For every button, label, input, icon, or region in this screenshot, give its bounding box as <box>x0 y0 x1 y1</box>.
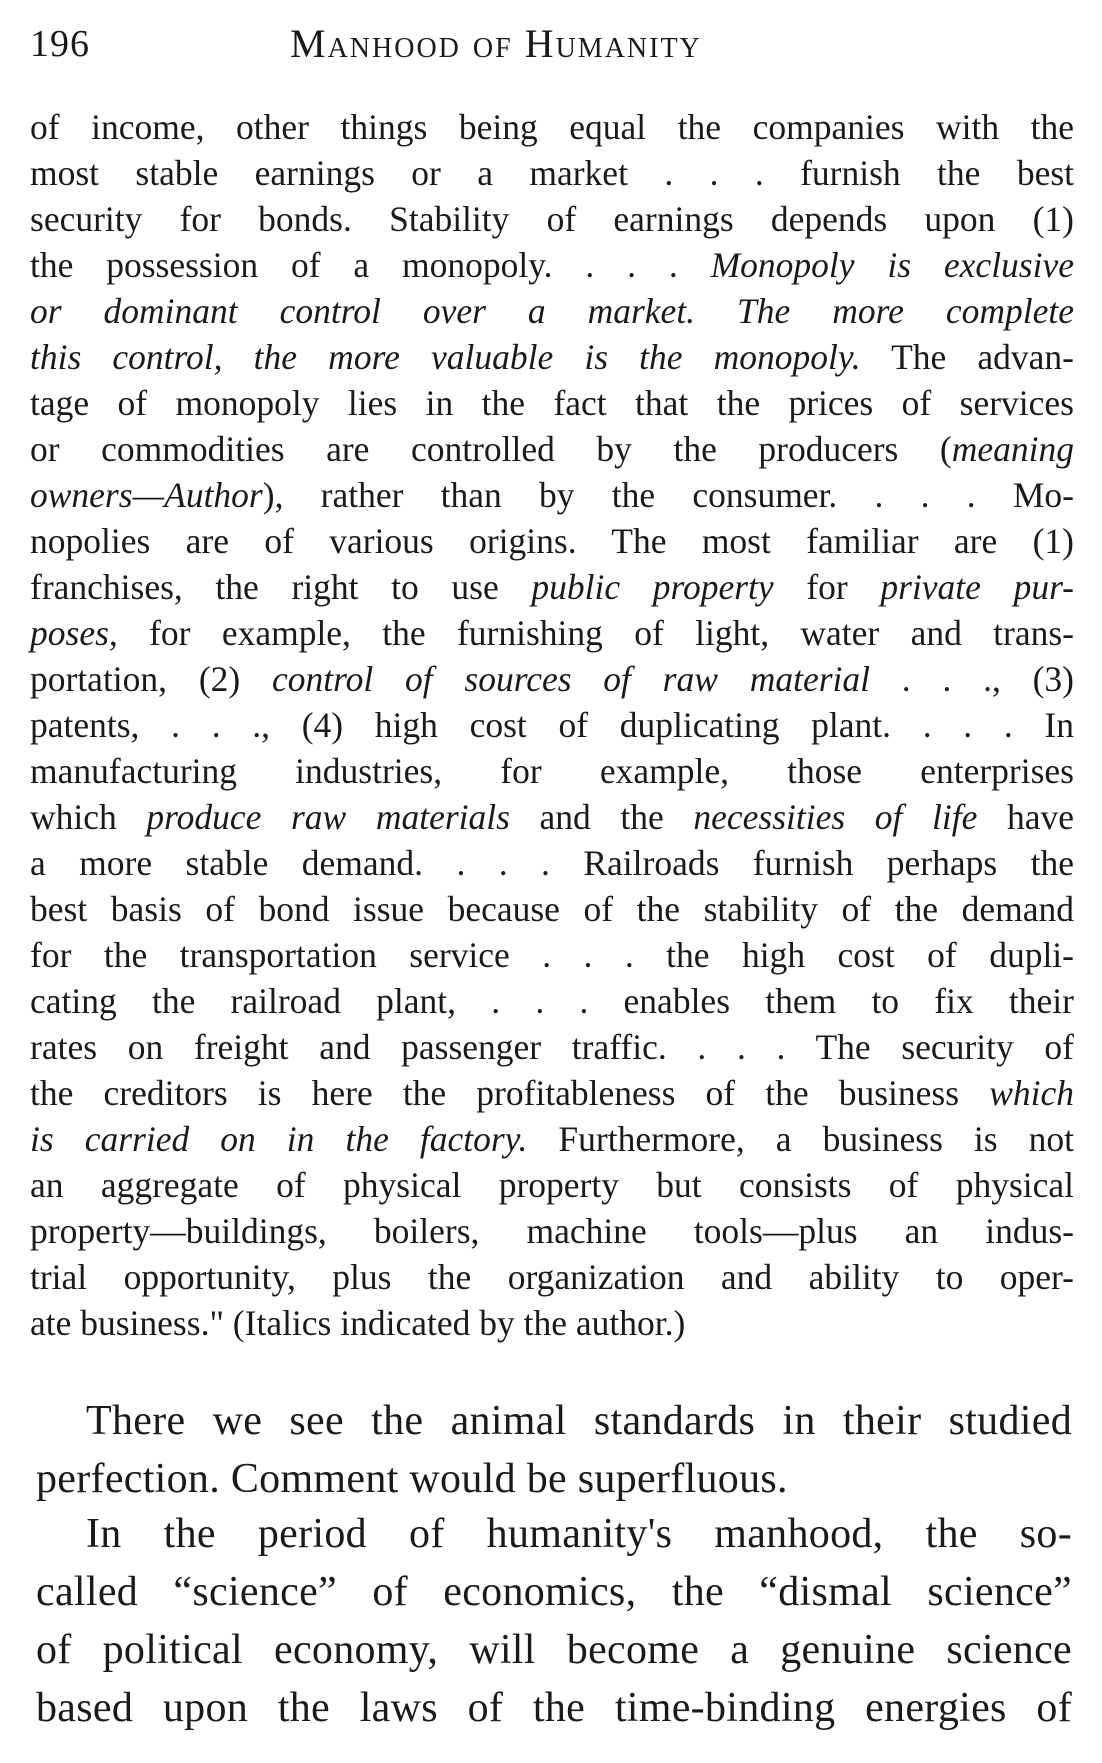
quote-line <box>30 748 1074 794</box>
quote-line <box>30 702 1074 748</box>
quote-line <box>30 656 1074 702</box>
text-run: an aggregate of physical property but consists of physical <box>30 1165 1074 1205</box>
italic-run: meaning <box>951 429 1074 469</box>
text-run: patents, . . ., (4) high cost of duplicating plant. . . . In <box>30 705 1074 745</box>
text-run: ), rather than by the consumer. . . . Mo- <box>262 475 1074 515</box>
text-run: which <box>30 797 147 837</box>
paragraph-line: based upon the laws of the time-binding energies of <box>36 1685 1072 1731</box>
italic-run: which <box>989 1073 1074 1113</box>
quote-line <box>30 380 1074 426</box>
text-run: franchises, the right to use <box>30 567 532 607</box>
quote-line <box>30 1024 1074 1070</box>
text-run: for <box>773 567 881 607</box>
italic-run: necessities of life <box>693 797 978 837</box>
text-run: the possession of a monopoly. . . . <box>30 245 711 285</box>
quote-line <box>30 518 1074 564</box>
text-run: . . ., (3) <box>870 659 1074 699</box>
italic-run: private pur- <box>880 567 1074 607</box>
running-head: Manhood of Humanity <box>290 21 702 66</box>
text-run: security for bonds. Stability of earnings depends upon (1) <box>30 199 1074 239</box>
text-run: rates on freight and passenger traffic. . . . The security of <box>30 1027 1074 1067</box>
page-number: 196 <box>30 23 90 65</box>
quote-line <box>30 242 1074 288</box>
text-run: have <box>977 797 1074 837</box>
quote-line <box>30 886 1074 932</box>
quote-line <box>30 150 1074 196</box>
paragraph-line: perfection. Comment would be superfluous. <box>36 1456 788 1502</box>
text-run: nopolies are of various origins. The most familiar are (1) <box>30 521 1074 561</box>
quote-line <box>30 610 1074 656</box>
text-run: for example, the furnishing of light, water and trans- <box>117 613 1074 653</box>
text-run: manufacturing industries, for example, those enterprises <box>30 751 1074 791</box>
italic-run: Monopoly is exclusive <box>710 245 1074 285</box>
paragraph <box>36 1505 1072 1737</box>
text-run: portation, (2) <box>30 659 272 699</box>
text-run: the creditors is here the profitableness of the business <box>30 1073 990 1113</box>
quote-line <box>30 426 1074 472</box>
text-run: cating the railroad plant, . . . enables them to fix their <box>30 981 1074 1021</box>
text-run: best basis of bond issue because of the stability of the demand <box>30 889 1074 929</box>
text-run: Furthermore, a business is not <box>527 1119 1075 1159</box>
italic-run: public property <box>531 567 774 607</box>
text-run: ate business." (Italics indicated by the author.) <box>30 1303 686 1343</box>
quote-line <box>30 1116 1074 1162</box>
italic-run: produce raw materials <box>146 797 510 837</box>
paragraph <box>36 1392 1072 1508</box>
italic-run: control of sources of raw material <box>271 659 870 699</box>
quote-line <box>30 104 1074 150</box>
text-run: property—buildings, boilers, machine tools—plus an indus- <box>30 1211 1074 1251</box>
text-run: for the transportation service . . . the high cost of dupli- <box>30 935 1074 975</box>
text-run: The advan- <box>860 337 1074 377</box>
quote-line <box>30 1254 1074 1300</box>
quote-line <box>30 978 1074 1024</box>
page-header <box>30 14 1072 74</box>
text-run: trial opportunity, plus the organization and ability to oper- <box>30 1257 1074 1297</box>
quote-line <box>30 334 1074 380</box>
italic-run: is carried on in the factory. <box>30 1119 528 1159</box>
paragraph-line: of political economy, will become a genuine science <box>36 1627 1072 1673</box>
quote-line <box>30 1300 1074 1346</box>
quote-line <box>30 1162 1074 1208</box>
paragraph-line: There we see the animal standards in their studied <box>86 1398 1072 1444</box>
text-run: tage of monopoly lies in the fact that the prices of services <box>30 383 1074 423</box>
text-run: or commodities are controlled by the producers ( <box>30 429 952 469</box>
quote-line <box>30 196 1074 242</box>
quote-line <box>30 932 1074 978</box>
text-run: most stable earnings or a market . . . furnish the best <box>30 153 1074 193</box>
quote-line <box>30 472 1074 518</box>
italic-run: owners—Author <box>30 475 263 515</box>
block-quotation <box>30 104 1074 1346</box>
quote-line <box>30 564 1074 610</box>
paragraph-line: called “science” of economics, the “dismal science” <box>36 1569 1072 1615</box>
italic-run: this control, the more valuable is the monopoly. <box>30 337 861 377</box>
quote-line <box>30 1208 1074 1254</box>
quote-line <box>30 1070 1074 1116</box>
text-run: a more stable demand. . . . Railroads furnish perhaps the <box>30 843 1074 883</box>
quote-line <box>30 288 1074 334</box>
text-run: and the <box>509 797 694 837</box>
quote-line <box>30 840 1074 886</box>
text-run: of income, other things being equal the companies with the <box>30 107 1074 147</box>
italic-run: or dominant control over a market. The more complete <box>30 291 1074 331</box>
quote-line <box>30 794 1074 840</box>
italic-run: poses, <box>30 613 118 653</box>
paragraph-line: In the period of humanity's manhood, the so- <box>86 1511 1072 1557</box>
